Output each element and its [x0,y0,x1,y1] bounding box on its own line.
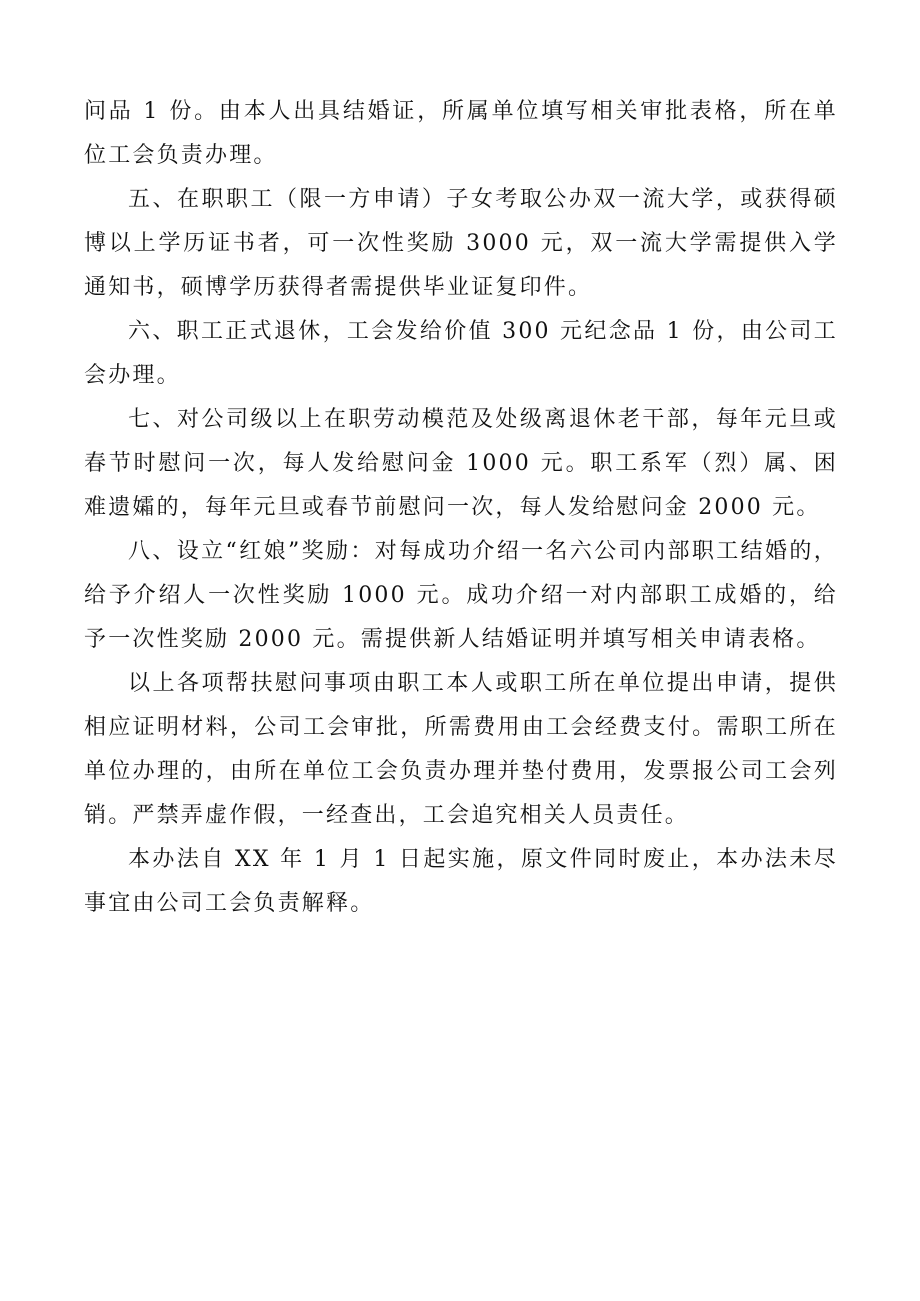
paragraph-item-5: 五、在职职工（限一方申请）子女考取公办双一流大学，或获得硕博以上学历证书者，可一次性奖励 3000 元，双一流大学需提供入学通知书，硕博学历获得者需提供毕业证复印件。 [84,187,838,300]
paragraph-item-6: 六、职工正式退休，工会发给价值 300 元纪念品 1 份，由公司工会办理。 [84,319,838,388]
document-body [84,90,838,926]
paragraph-effective-date: 本办法自 XX 年 1 月 1 日起实施，原文件同时废止，本办法未尽事宜由公司工会负责解释。 [84,847,838,916]
paragraph-application-procedure: 以上各项帮扶慰问事项由职工本人或职工所在单位提出申请，提供相应证明材料，公司工会审批，所需费用由工会经费支付。需职工所在单位办理的，由所在单位工会负责办理并垫付费用，发票报公司工会列销。严禁弄虚作假，一经查出，工会追究相关人员责任。 [84,671,838,828]
paragraph-item-8: 八、设立“红娘”奖励：对每成功介绍一名六公司内部职工结婚的，给予介绍人一次性奖励 1000 元。成功介绍一对内部职工成婚的，给予一次性奖励 2000 元。需提供新人结婚证明并填写相关申请表格。 [84,539,838,652]
paragraph-continuation: 问品 1 份。由本人出具结婚证，所属单位填写相关审批表格，所在单位工会负责办理。 [84,99,838,168]
paragraph-item-7: 七、对公司级以上在职劳动模范及处级离退休老干部，每年元旦或春节时慰问一次，每人发给慰问金 1000 元。职工系军（烈）属、困难遗孀的，每年元旦或春节前慰问一次，每人发给慰问金 2000 元。 [84,407,838,520]
